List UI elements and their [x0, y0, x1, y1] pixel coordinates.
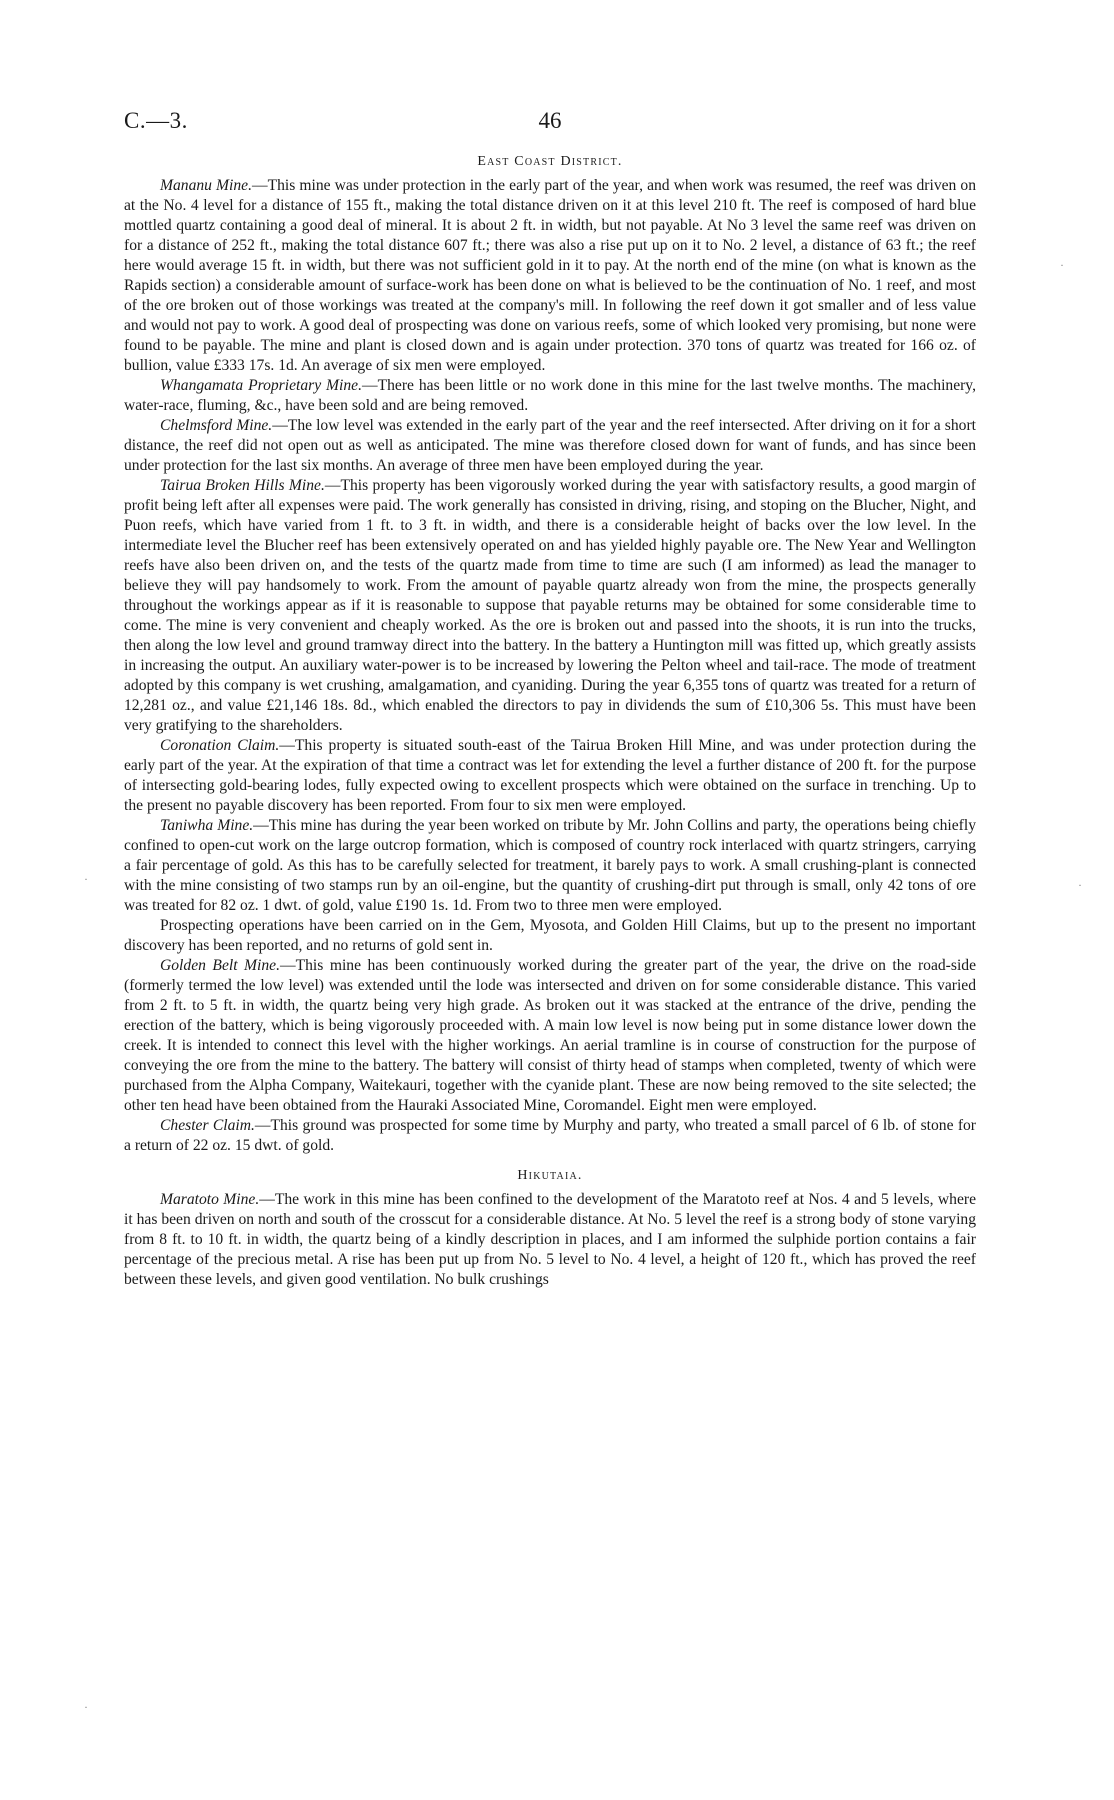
paragraph-taniwha	[124, 816, 976, 916]
paragraph-mananu	[124, 176, 976, 376]
paragraph-text: Prospecting operations have been carried on in the Gem, Myosota, and Golden Hill Claims, but up to the present no important discovery has been reported, and no returns of gold sent in.	[124, 917, 976, 954]
paragraph-text: —This property is situated south-east of the Tairua Broken Hill Mine, and was under protection during the early part of the year. At the expiration of that time a contract was let for extending the level a further distance of 200 ft. for the purpose of intersecting gold-bearing lodes, fully expected owing to excellent prospects which were obtained on the surface in trenching. Up to the present no payable discovery has been reported. From four to six men were employed.	[124, 737, 976, 814]
paragraph-title: Taniwha Mine.	[160, 817, 254, 834]
paragraph-text: —This mine was under protection in the early part of the year, and when work was resumed, the reef was driven on at the No. 4 level for a distance of 155 ft., making the total distance driven on it at this level 210 ft. The reef is composed of hard blue mottled quartz containing a good deal of mineral. It is about 2 ft. in width, but not payable. At No 3 level the same reef was driven on for a distance of 252 ft., making the total distance 607 ft.; there was also a rise put up on it to No. 2 level, a distance of 63 ft.; the reef here would average 15 ft. in width, but there was not sufficient gold in it to pay. At the north end of the mine (on what is known as the Rapids section) a considerable amount of surface-work has been done on what is believed to be the continuation of No. 1 reef, and most of the ore broken out of those workings was treated at the company's mill. In following the reef down it got smaller and of less value and would not pay to work. A good deal of prospecting was done on various reefs, some of which looked very promising, but none were found to be payable. The mine and plant is closed down and is again under protection. 370 tons of quartz was treated for 166 oz. of bullion, value £333 17s. 1d. An average of six men were employed.	[124, 177, 977, 374]
paragraph-title: Mananu Mine.	[160, 177, 252, 194]
paragraph-text: —The work in this mine has been confined to the development of the Maratoto reef at Nos. 4 and 5 levels, where it has been driven on north and south of the crosscut for a considerable distance. At No. 5 level the reef is a strong body of stone varying from 8 ft. to 10 ft. in width, the quartz being of a kindly description in places, and I am informed the sulphide portion contains a fair percentage of the precious metal. A rise has been put up from No. 5 level to No. 4 level, a height of 120 ft., which has proved the reef between these levels, and given good ventilation. No bulk crushings	[124, 1191, 976, 1288]
paragraph-title: Chelmsford Mine.	[160, 417, 273, 434]
paragraph-text: —The low level was extended in the early part of the year and the reef intersected. After driving on it for a short distance, the reef did not open out as well as anticipated. The mine was therefore closed down for want of funds, and has since been under protection for the last six months. An average of three men have been employed during the year.	[124, 417, 976, 474]
paragraph-title: Whangamata Proprietary Mine.	[160, 377, 362, 394]
scan-speck: ·	[84, 872, 88, 886]
document-reference: C.—3.	[124, 108, 188, 133]
section-heading-hikutaia: Hikutaia.	[517, 1168, 583, 1183]
scan-speck: ·	[1060, 258, 1064, 272]
paragraph-golden-belt	[124, 956, 976, 1116]
paragraph-maratoto	[124, 1190, 976, 1290]
paragraph-title: Tairua Broken Hills Mine.	[160, 477, 325, 494]
paragraph-title: Golden Belt Mine.	[160, 957, 280, 974]
paragraph-whangamata	[124, 376, 976, 416]
paragraph-coronation	[124, 736, 976, 816]
paragraph-title: Coronation Claim.	[160, 737, 280, 754]
scan-speck: ·	[84, 1700, 88, 1714]
page-number: 46	[538, 108, 562, 133]
paragraph-title: Maratoto Mine.	[160, 1191, 260, 1208]
scan-speck: ·	[1078, 878, 1082, 892]
paragraph-text: —This mine has been continuously worked during the greater part of the year, the drive on the road-side (formerly termed the low level) was extended until the lode was intersected and driven on for some considerable distance. This varied from 2 ft. to 5 ft. in width, the quartz being very high grade. As broken out it was stacked at the entrance of the drive, pending the erection of the battery, which is being vigorously proceeded with. A main low level is now being put in some distance lower down the creek. It is intended to connect this level with the higher workings. An aerial tramline is in course of construction for the purpose of conveying the ore from the mine to the battery. The battery will consist of thirty head of stamps when completed, twenty of which were purchased from the Alpha Company, Waitekauri, together with the cyanide plant. These are now being removed to the site selected; the other ten head have been obtained from the Hauraki Associated Mine, Coromandel. Eight men were employed.	[124, 957, 976, 1114]
paragraph-tairua	[124, 476, 976, 736]
document-body	[124, 152, 976, 1290]
paragraph-text: —This mine has during the year been worked on tribute by Mr. John Collins and party, the operations being chiefly confined to open-cut work on the large outcrop formation, which is composed of country rock interlaced with quartz stringers, carrying a fair percentage of gold. As this has to be carefully selected for treatment, it barely pays to work. A small crushing-plant is connected with the mine consisting of two stamps run by an oil-engine, but the quantity of crushing-dirt put through is small, only 42 tons of ore was treated for 82 oz. 1 dwt. of gold, value £190 1s. 1d. From two to three men were employed.	[124, 817, 977, 914]
paragraph-text: —This property has been vigorously worked during the year with satisfactory results, a good margin of profit being left after all expenses were paid. The work generally has consisted in driving, rising, and stoping on the Blucher, Night, and Puon reefs, which have varied from 1 ft. to 3 ft. in width, and there is a considerable height of backs over the low level. In the intermediate level the Blucher reef has been extensively operated on and has yielded highly payable ore. The New Year and Wellington reefs have also been driven on, and the tests of the quartz made from time to time are such (I am informed) as lead the manager to believe they will pay handsomely to work. From the amount of payable quartz already won from the mine, the prospects generally throughout the workings appear as if it is reasonable to suppose that payable returns may be obtained for some considerable time to come. The mine is very convenient and cheaply worked. As the ore is broken out and passed into the shoots, it is run into the trucks, then along the low level and ground tramway direct into the battery. In the battery a Huntington mill was fitted up, which greatly assists in increasing the output. An auxiliary water-power is to be increased by lowering the Pelton wheel and tail-race. The mode of treatment adopted by this company is wet crushing, amalgamation, and cyaniding. During the year 6,355 tons of quartz was treated for a return of 12,281 oz., and value £21,146 18s. 8d., which enabled the directors to pay in dividends the sum of £10,306 5s. This must have been very gratifying to the shareholders.	[124, 477, 976, 734]
paragraph-chelmsford	[124, 416, 976, 476]
section-heading-east-coast: East Coast District.	[477, 154, 623, 169]
paragraph-prospecting	[124, 916, 976, 956]
paragraph-text: —There has been little or no work done in this mine for the last twelve months. The machinery, water-race, fluming, &c., have been sold and are being removed.	[124, 377, 976, 414]
paragraph-text: —This ground was prospected for some time by Murphy and party, who treated a small parcel of 6 lb. of stone for a return of 22 oz. 15 dwt. of gold.	[124, 1117, 976, 1154]
page-header	[124, 108, 976, 140]
paragraph-title: Chester Claim.	[160, 1117, 255, 1134]
paragraph-chester	[124, 1116, 976, 1156]
